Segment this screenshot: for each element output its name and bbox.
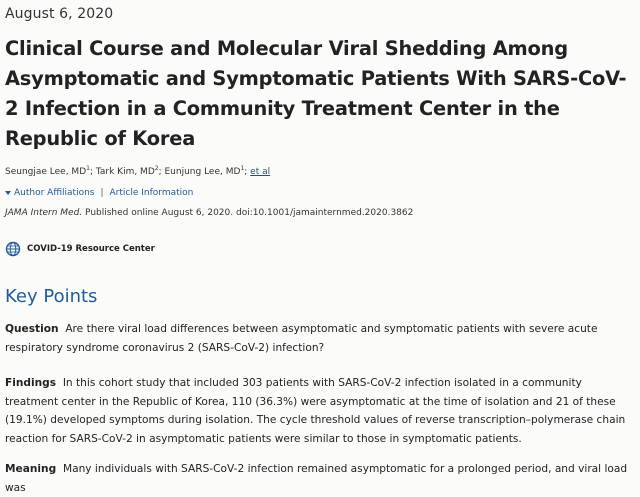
resource-center-label: COVID-19 Resource Center [27, 244, 155, 254]
author-affiliation-number: 1 [86, 165, 90, 172]
article-information-link[interactable]: Article Information [109, 188, 194, 198]
question-label: Question [5, 323, 59, 335]
et-al-link[interactable]: et al [250, 167, 271, 177]
article-title: Clinical Course and Molecular Viral Shedding Among Asymptomatic and Symptomatic Patients With SARS-CoV-2 Infection in a Community Treatment Center in the Republic of Korea [5, 37, 627, 150]
journal-name: JAMA Intern Med. [5, 208, 83, 218]
caret-down-icon [5, 191, 11, 195]
meaning-label: Meaning [5, 463, 57, 475]
article-links [5, 188, 193, 198]
covid-resource-center-link[interactable] [5, 240, 155, 258]
key-point-meaning [5, 460, 635, 497]
globe-icon [5, 241, 21, 257]
findings-label: Findings [5, 377, 57, 389]
author-name[interactable]: Tark Kim, MD [95, 167, 155, 177]
key-point-findings [5, 374, 635, 448]
question-text: Are there viral load differences between asymptomatic and symptomatic patients with severe acute respiratory syndrome coronavirus 2 (SARS-CoV-2) infection? [5, 323, 598, 354]
meaning-text: Many individuals with SARS-CoV-2 infection remained asymptomatic for a prolonged period, and viral load was [5, 463, 628, 494]
link-separator: | [100, 188, 104, 198]
key-point-question [5, 320, 635, 357]
citation-details: Published online August 6, 2020. doi:10.1001/jamainternmed.2020.3862 [85, 208, 414, 218]
author-affiliation-number: 1 [240, 165, 245, 172]
author-affiliations-link[interactable]: Author Affiliations [14, 188, 95, 198]
author-list: Seungjae Lee, $MD^1$; Tark Kim, $MD^2$; Eunjung Lee, $MD^1$; et al [5, 165, 271, 177]
findings-text: In this cohort study that included 303 patients with SARS-CoV-2 infection isolated in a community treatment center in the Republic of Korea, 110 (36.3%) were asymptomatic at the time of isolation and 21 of these (19.1%) developed symptoms during isolation. The cycle threshold values of reverse transcription–polymerase chain reaction for SARS-CoV-2 in asymptomatic patients were similar to those in symptomatic patients. [5, 377, 626, 445]
key-points-heading: Key Points [5, 286, 98, 307]
author-name[interactable]: Seungjae Lee, MD [5, 167, 87, 177]
author-affiliation-number: 2 [154, 165, 159, 172]
citation-line [5, 208, 413, 218]
publication-date: August 6, 2020 [5, 6, 114, 22]
author-name[interactable]: Eunjung Lee, MD [164, 167, 241, 177]
